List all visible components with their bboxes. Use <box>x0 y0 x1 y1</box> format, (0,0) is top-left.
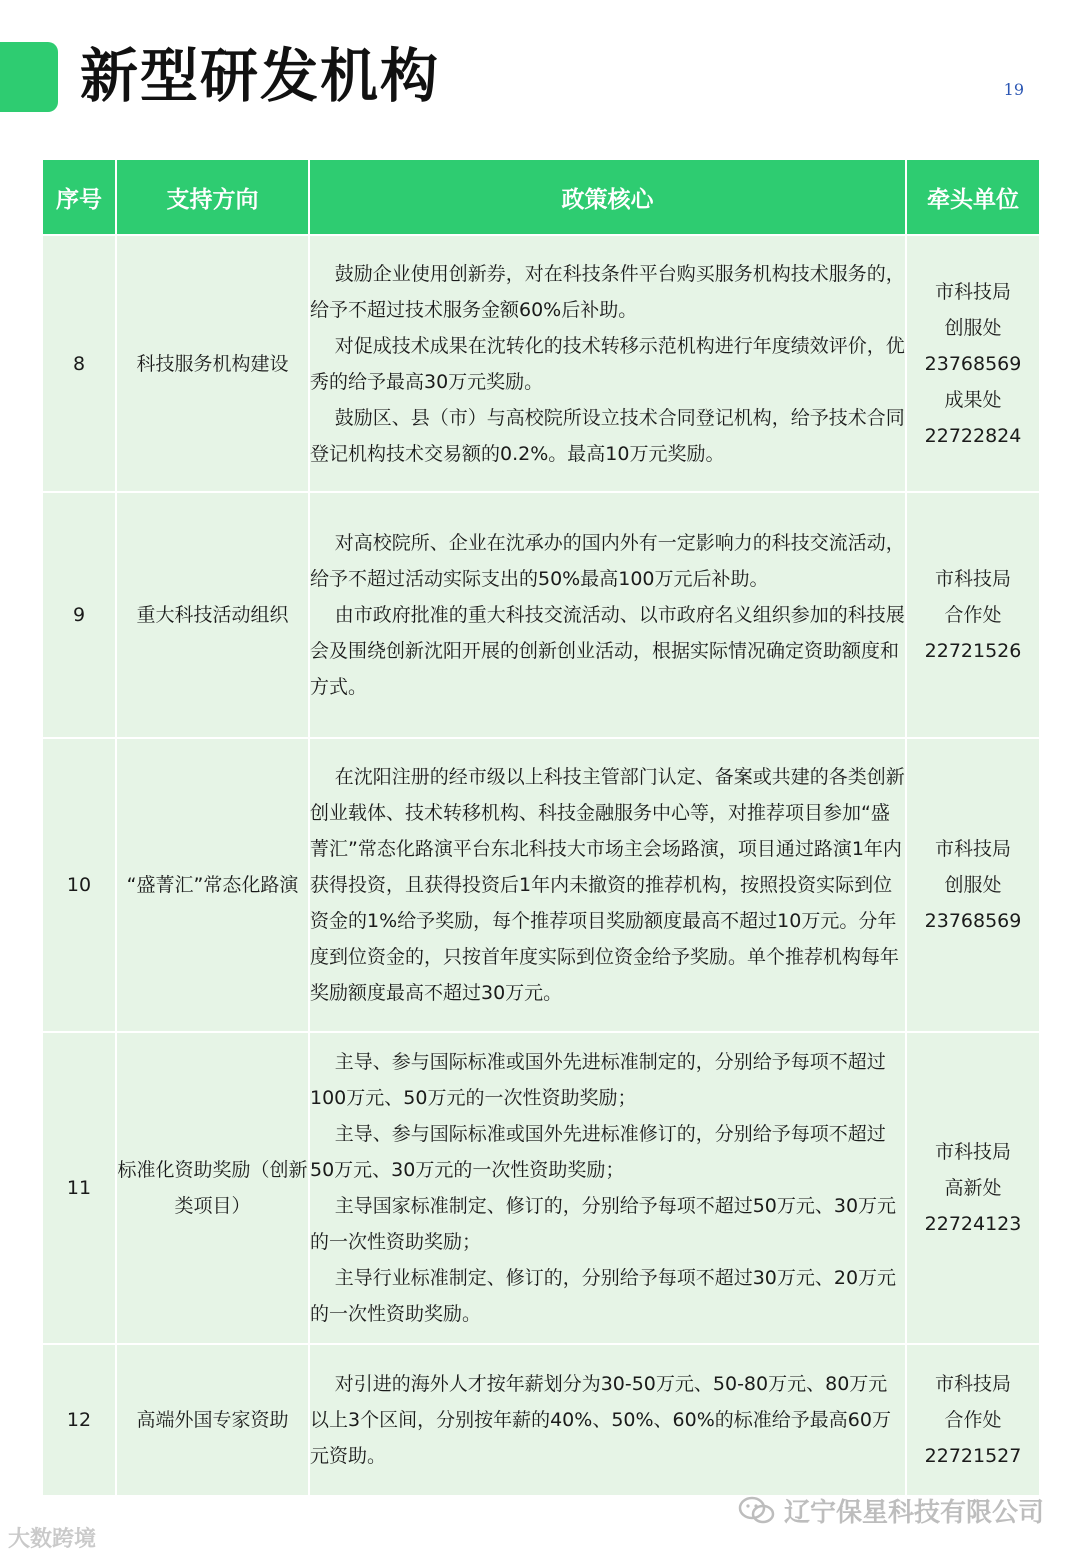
table-row <box>42 738 1040 1032</box>
watermark-right <box>738 1492 1044 1529</box>
unit-line: 合作处 <box>944 1409 1002 1431</box>
page-title: 新型研发机构 <box>80 42 441 110</box>
unit-line: 市科技局 <box>934 838 1011 860</box>
unit-line: 合作处 <box>944 604 1002 626</box>
row-no: 8 <box>42 235 116 492</box>
header-no: 序号 <box>42 159 116 235</box>
unit-line: 成果处 <box>944 388 1002 411</box>
unit-line: 市科技局 <box>934 1373 1011 1395</box>
row-unit <box>906 235 1040 492</box>
unit-line: 22722824 <box>924 424 1022 447</box>
row-no: 12 <box>42 1344 116 1496</box>
title-accent-bar <box>0 42 58 112</box>
unit-line: 高新处 <box>944 1177 1002 1199</box>
core-paragraph: 主导国家标准制定、修订的，分别给予每项不超过50万元、30万元的一次性资助奖励； <box>310 1195 897 1253</box>
core-paragraph: 对促成技术成果在沈转化的技术转移示范机构进行年度绩效评价，优秀的给予最高30万元奖励。 <box>310 334 905 393</box>
core-paragraph: 在沈阳注册的经市级以上科技主管部门认定、备案或共建的各类创新创业载体、技术转移机构、科技金融服务中心等，对推荐项目参加“盛菁汇”常态化路演平台东北科技大市场主会场路演，项目通过路演1年内获得投资，且获得投资后1年内未撤资的推荐机构，按照投资实际到位资金的1%给予奖励，每个推荐项目奖励额度最高不超过10万元。分年度到位资金的，只按首年度实际到位资金给予奖励。单个推荐机构每年奖励额度最高不超过30万元。 <box>310 766 905 1004</box>
unit-line: 22721526 <box>924 640 1022 662</box>
unit-line: 23768569 <box>924 352 1022 375</box>
row-core <box>309 738 906 1032</box>
unit-line: 创服处 <box>944 316 1002 339</box>
wechat-icon <box>738 1496 776 1526</box>
table-header-row <box>42 159 1040 235</box>
unit-line: 22724123 <box>924 1213 1022 1235</box>
row-direction: “盛菁汇”常态化路演 <box>116 738 309 1032</box>
row-direction: 高端外国专家资助 <box>116 1344 309 1496</box>
core-paragraph: 主导行业标准制定、修订的，分别给予每项不超过30万元、20万元的一次性资助奖励。 <box>310 1267 897 1325</box>
core-paragraph: 主导、参与国际标准或国外先进标准制定的，分别给予每项不超过100万元、50万元的一次性资助奖励； <box>310 1051 886 1109</box>
row-unit <box>906 1344 1040 1496</box>
row-core <box>309 1032 906 1344</box>
table-row <box>42 492 1040 738</box>
row-direction: 科技服务机构建设 <box>116 235 309 492</box>
row-no: 10 <box>42 738 116 1032</box>
row-unit <box>906 1032 1040 1344</box>
page-number: 19 <box>1003 80 1024 99</box>
unit-line: 23768569 <box>924 910 1022 932</box>
unit-line: 市科技局 <box>934 568 1011 590</box>
row-core <box>309 492 906 738</box>
row-no: 9 <box>42 492 116 738</box>
row-direction: 标准化资助奖励（创新类项目） <box>116 1032 309 1344</box>
row-unit <box>906 492 1040 738</box>
core-paragraph: 由市政府批准的重大科技交流活动、以市政府名义组织参加的科技展会及围绕创新沈阳开展的创新创业活动，根据实际情况确定资助额度和方式。 <box>310 604 905 698</box>
row-unit <box>906 738 1040 1032</box>
row-core <box>309 1344 906 1496</box>
table-row <box>42 1344 1040 1496</box>
unit-line: 市科技局 <box>934 1141 1011 1163</box>
core-paragraph: 对高校院所、企业在沈承办的国内外有一定影响力的科技交流活动，给予不超过活动实际支出的50%最高100万元后补助。 <box>310 532 905 590</box>
header-direction: 支持方向 <box>116 159 309 235</box>
header-unit: 牵头单位 <box>906 159 1040 235</box>
unit-line: 市科技局 <box>934 280 1011 303</box>
core-paragraph: 鼓励区、县（市）与高校院所设立技术合同登记机构，给予技术合同登记机构技术交易额的0.2%。最高10万元奖励。 <box>310 406 905 465</box>
watermark-right-text: 辽宁保星科技有限公司 <box>783 1498 1044 1528</box>
watermark-left-text: 大数跨境 <box>8 1527 97 1552</box>
unit-line: 创服处 <box>944 874 1002 896</box>
header-core: 政策核心 <box>309 159 906 235</box>
row-no: 11 <box>42 1032 116 1344</box>
watermark-left <box>8 1522 96 1553</box>
row-core <box>309 235 906 492</box>
table-row <box>42 235 1040 492</box>
policy-table <box>41 158 1041 1497</box>
core-paragraph: 对引进的海外人才按年薪划分为30-50万元、50-80万元、80万元以上3个区间，分别按年薪的40%、50%、60%的标准给予最高60万元资助。 <box>310 1373 891 1467</box>
core-paragraph: 主导、参与国际标准或国外先进标准修订的，分别给予每项不超过50万元、30万元的一次性资助奖励； <box>310 1123 886 1181</box>
core-paragraph: 鼓励企业使用创新券，对在科技条件平台购买服务机构技术服务的，给予不超过技术服务金额60%后补助。 <box>310 262 905 321</box>
table-row <box>42 1032 1040 1344</box>
row-direction: 重大科技活动组织 <box>116 492 309 738</box>
unit-line: 22721527 <box>924 1445 1022 1467</box>
